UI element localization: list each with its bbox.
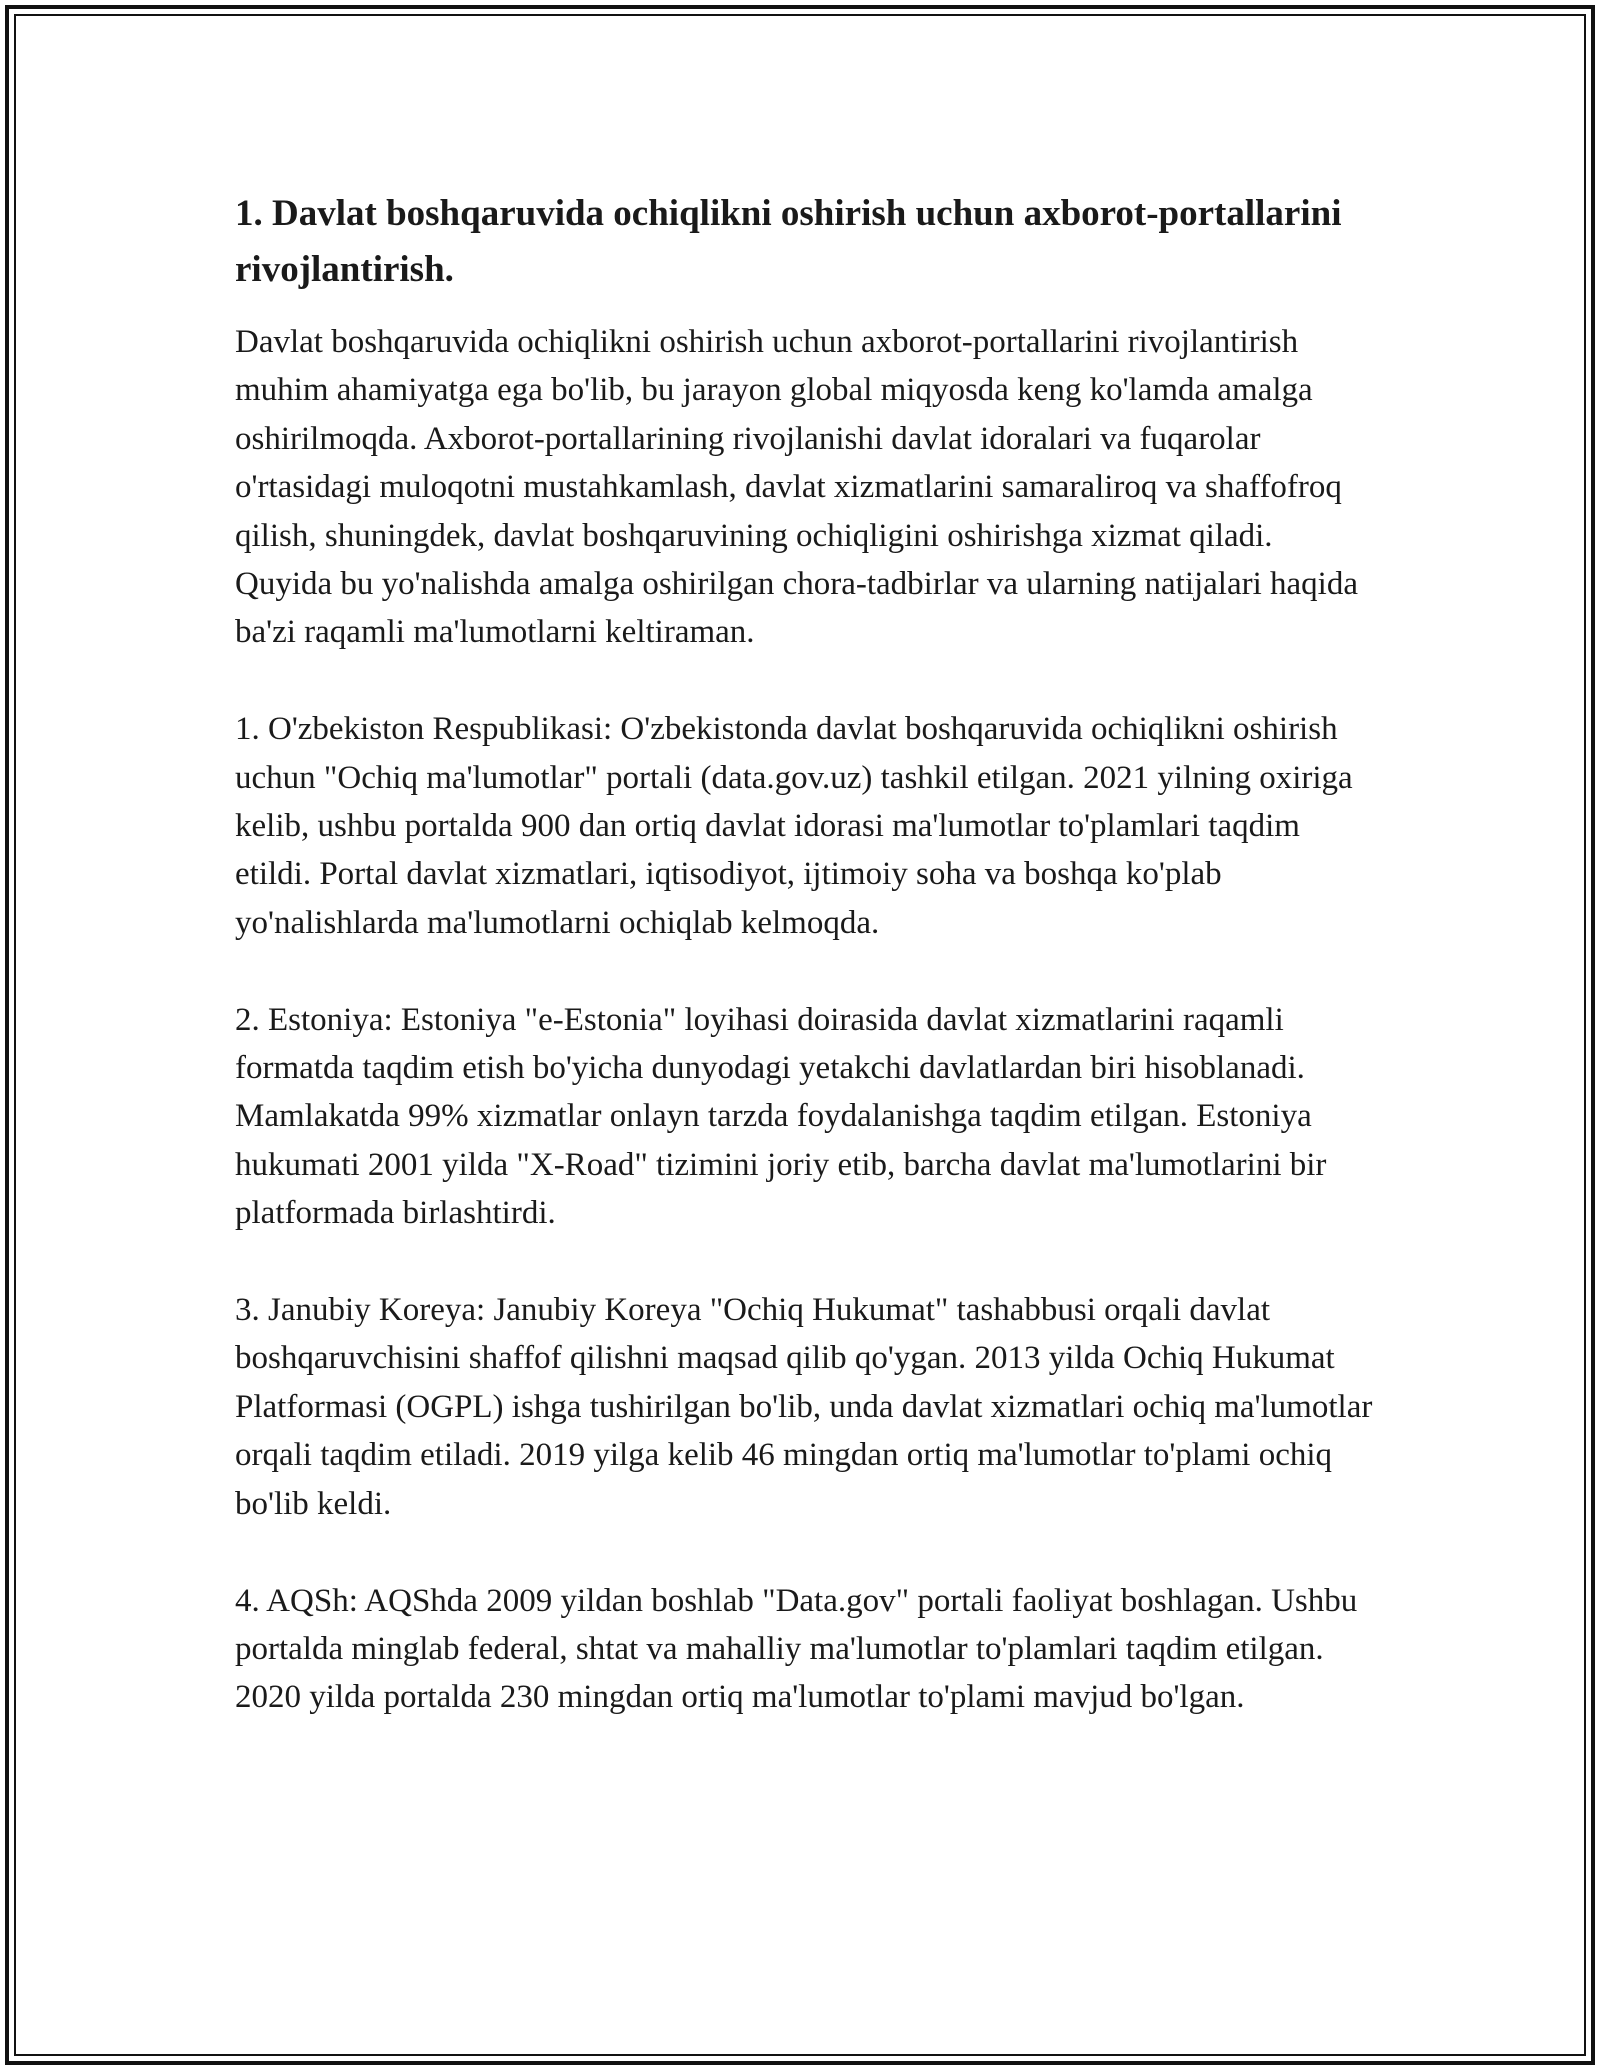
document-body <box>235 186 1375 1722</box>
document-title: 1. Davlat boshqaruvida ochiqlikni oshirish uchun axborot-portallarini rivojlantirish. <box>235 193 1342 290</box>
paragraph-uzbekistan: 1. O'zbekiston Respublikasi: O'zbekistonda davlat boshqaruvida ochiqlikni oshirish uchun "Ochiq ma'lumotlar" portali (data.gov.uz) tashkil etilgan. 2021 yilning oxiriga kelib, ushbu portalda 900 dan ortiq davlat idorasi ma'lumotlar to'plamlari taqdim etildi. Portal davlat xizmatlari, iqtisodiyot, ijtimoiy soha va boshqa ko'plab yo'nalishlarda ma'lumotlarni ochiqlab kelmoqda. <box>235 711 1353 941</box>
paragraph-estonia: 2. Estoniya: Estoniya "e-Estonia" loyihasi doirasida davlat xizmatlarini raqamli formatda taqdim etish bo'yicha dunyodagi yetakchi davlatlardan biri hisoblanadi. Mamlakatda 99% xizmatlar onlayn tarzda foydalanishga taqdim etilgan. Estoniya hukumati 2001 yilda "X-Road" tizimini joriy etib, barcha davlat ma'lumotlarini bir platformada birlashtirdi. <box>235 1001 1327 1232</box>
paragraph-usa: 4. AQSh: AQShda 2009 yildan boshlab "Data.gov" portali faoliyat boshlagan. Ushbu portalda minglab federal, shtat va mahalliy ma'lumotlar to'plamlari taqdim etilgan. 2020 yilda portalda 230 mingdan ortiq ma'lumotlar to'plami mavjud bo'lgan. <box>235 1582 1358 1716</box>
paragraph-south-korea: 3. Janubiy Koreya: Janubiy Koreya "Ochiq Hukumat" tashabbusi orqali davlat boshqaruvchisini shaffof qilishni maqsad qilib qo'ygan. 2013 yilda Ochiq Hukumat Platformasi (OGPL) ishga tushirilgan bo'lib, unda davlat xizmatlari ochiq ma'lumotlar orqali taqdim etiladi. 2019 yilga kelib 46 mingdan ortiq ma'lumotlar to'plami ochiq bo'lib keldi. <box>235 1292 1373 1522</box>
intro-paragraph: Davlat boshqaruvida ochiqlikni oshirish uchun axborot-portallarini rivojlantirish muhim ahamiyatga ega bo'lib, bu jarayon global miqyosda keng ko'lamda amalga oshirilmoqda. Axborot-portallarining rivojlanishi davlat idoralari va fuqarolar o'rtasidagi muloqotni mustahkamlash, davlat xizmatlarini samaraliroq va shaffofroq qilish, shuningdek, davlat boshqaruvining ochiqligini oshirishga xizmat qiladi. Quyida bu yo'nalishda amalga oshirilgan chora-tadbirlar va ularning natijalari haqida ba'zi raqamli ma'lumotlarni keltiraman. <box>235 324 1358 651</box>
